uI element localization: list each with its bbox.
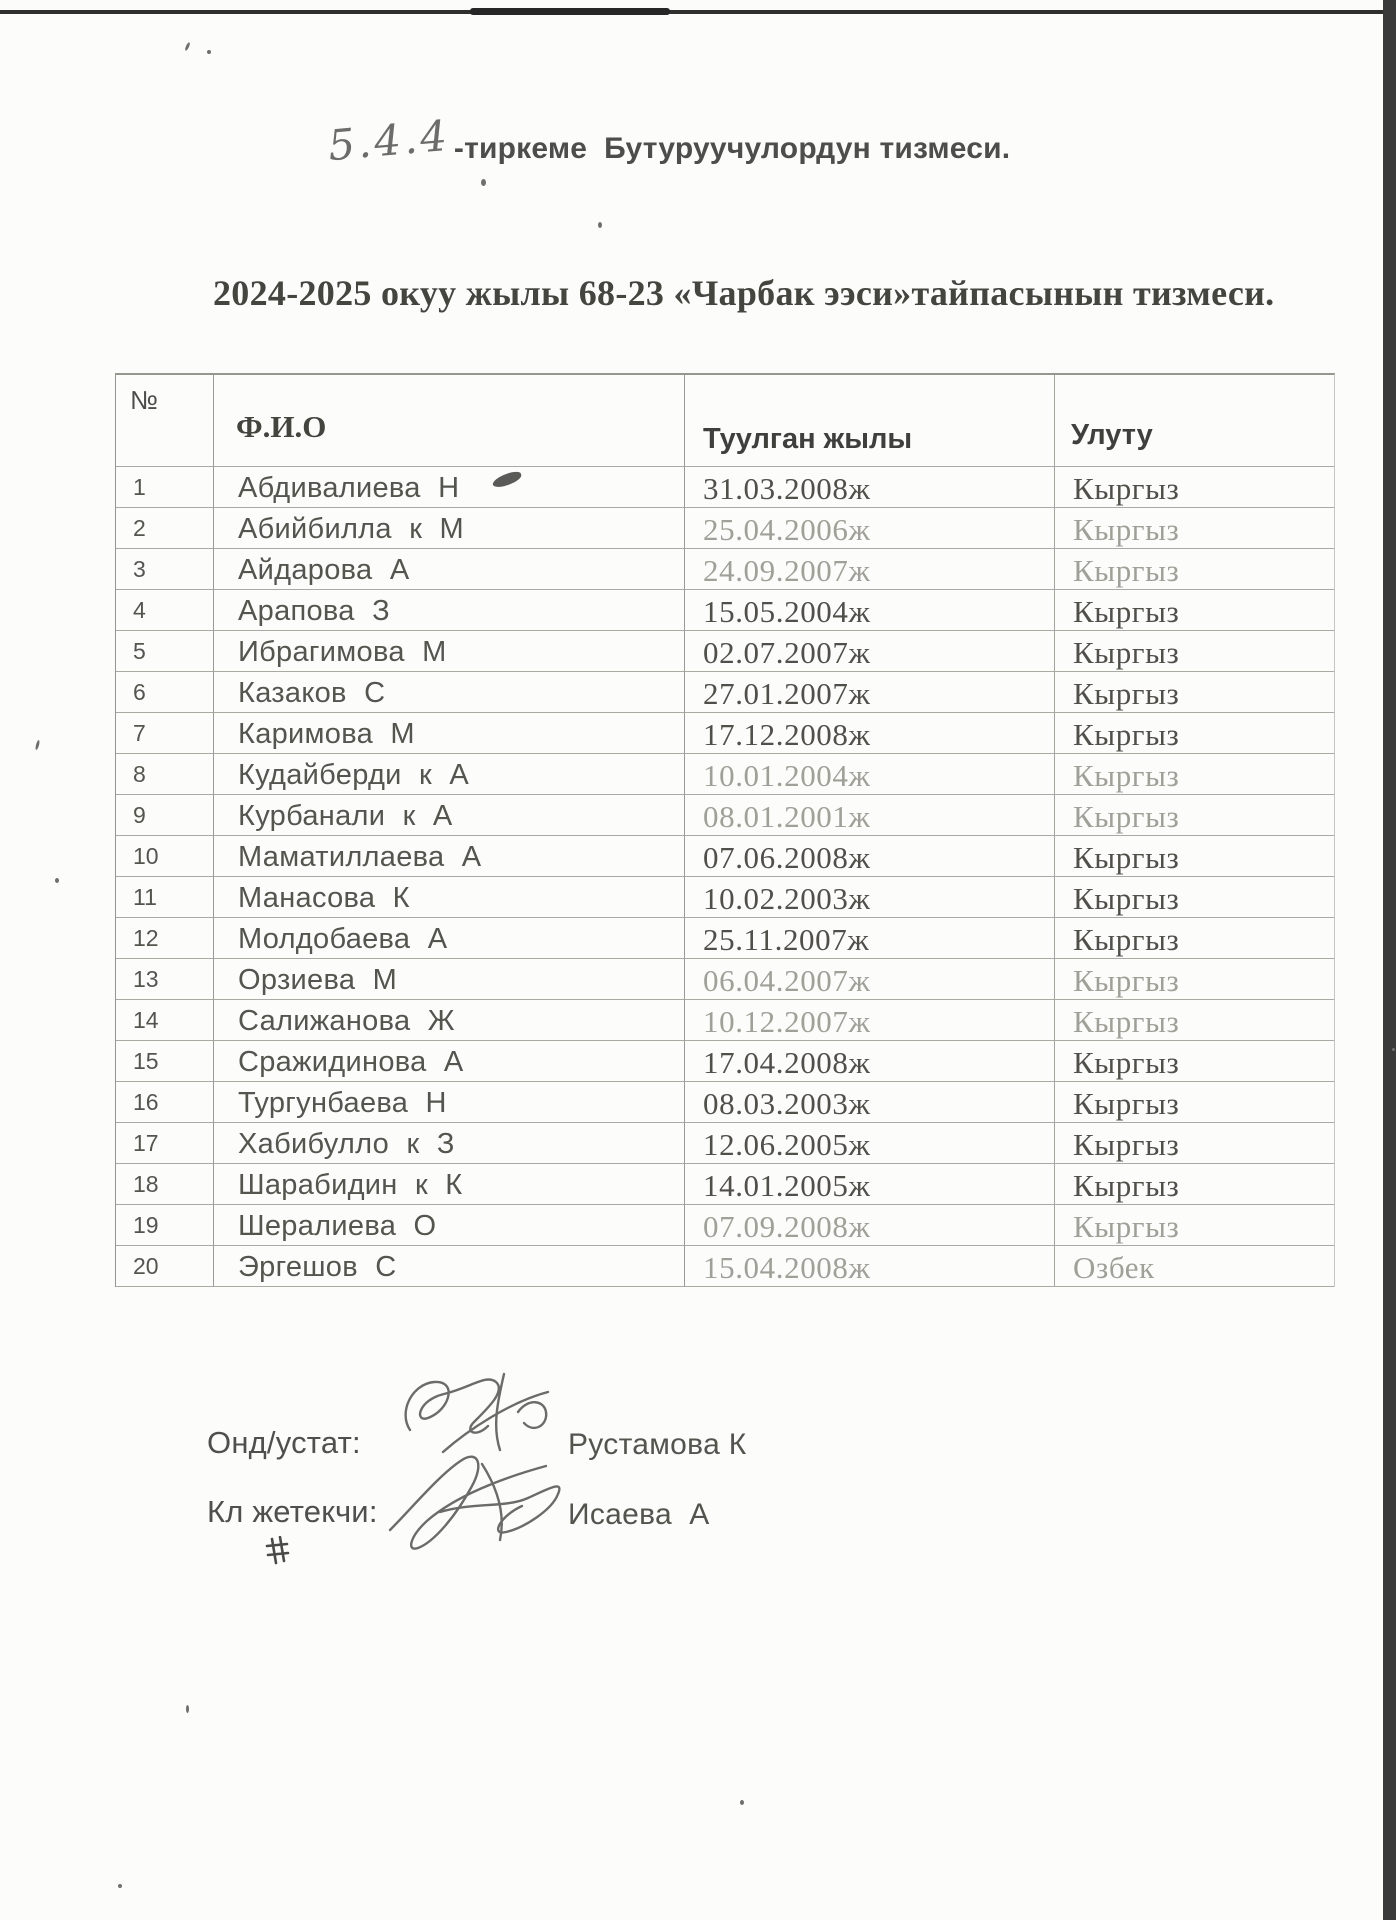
row-number-cell: 5: [116, 631, 214, 672]
birth-date-cell: 06.04.2007ж: [685, 959, 1055, 1000]
row-number-cell: 9: [116, 795, 214, 836]
students-table: [115, 373, 1335, 1287]
appendix-label: -тиркеме Бутуруучулордун тизмеси.: [453, 132, 1011, 165]
birth-date-cell: 08.01.2001ж: [685, 795, 1055, 836]
scan-artifact-right-bar: [1383, 0, 1396, 1920]
row-number-cell: 11: [116, 877, 214, 918]
row-number-cell: 3: [116, 549, 214, 590]
nationality-cell: Кыргыз: [1055, 1041, 1334, 1082]
class-leader-label: Кл жетекчи:: [207, 1494, 378, 1529]
scan-artifact-top-line-blob: [470, 8, 670, 15]
birth-date-cell: 17.12.2008ж: [685, 713, 1055, 754]
birth-date-cell: 25.11.2007ж: [685, 918, 1055, 959]
scan-speck: [740, 1800, 744, 1805]
birth-date-cell: 31.03.2008ж: [685, 467, 1055, 508]
nationality-cell: Кыргыз: [1055, 631, 1334, 672]
student-name-cell: Тургунбаева Н: [214, 1082, 685, 1123]
row-number-cell: 12: [116, 918, 214, 959]
student-name-cell: Орзиева М: [214, 959, 685, 1000]
birth-date-cell: 27.01.2007ж: [685, 672, 1055, 713]
nationality-cell: Кыргыз: [1055, 508, 1334, 549]
student-name-cell: Казаков С: [214, 672, 685, 713]
appendix-title: [326, 110, 1011, 171]
birth-date-cell: 15.04.2008ж: [685, 1246, 1055, 1287]
column-header-number: №: [116, 375, 214, 467]
scan-speck: [35, 740, 40, 750]
nationality-cell: Кыргыз: [1055, 918, 1334, 959]
birth-date-cell: 25.04.2006ж: [685, 508, 1055, 549]
column-header-name: Ф.И.О: [214, 375, 685, 467]
birth-date-cell: 08.03.2003ж: [685, 1082, 1055, 1123]
row-number-cell: 10: [116, 836, 214, 877]
birth-date-cell: 17.04.2008ж: [685, 1041, 1055, 1082]
birth-date-cell: 10.12.2007ж: [685, 1000, 1055, 1041]
student-name-cell: Хабибулло к З: [214, 1123, 685, 1164]
row-number-cell: 15: [116, 1041, 214, 1082]
birth-date-cell: 14.01.2005ж: [685, 1164, 1055, 1205]
column-header-birthdate: Туулган жылы: [685, 375, 1055, 467]
nationality-cell: Кыргыз: [1055, 713, 1334, 754]
nationality-cell: Кыргыз: [1055, 467, 1334, 508]
scan-speck: [55, 878, 59, 883]
nationality-cell: Кыргыз: [1055, 1205, 1334, 1246]
signature-isaeva: [378, 1448, 598, 1568]
birth-date-cell: 12.06.2005ж: [685, 1123, 1055, 1164]
nationality-cell: Кыргыз: [1055, 754, 1334, 795]
nationality-cell: Кыргыз: [1055, 549, 1334, 590]
row-number-cell: 20: [116, 1246, 214, 1287]
birth-date-cell: 24.09.2007ж: [685, 549, 1055, 590]
birth-date-cell: 02.07.2007ж: [685, 631, 1055, 672]
birth-date-cell: 10.02.2003ж: [685, 877, 1055, 918]
scan-speck: [1392, 1048, 1395, 1051]
student-name-cell: Шарабидин к К: [214, 1164, 685, 1205]
scan-speck: [207, 50, 211, 54]
scan-artifact-top-line: [0, 10, 1396, 14]
student-name-cell: Абийбилла к М: [214, 508, 685, 549]
row-number-cell: 18: [116, 1164, 214, 1205]
student-name-cell: Каримова М: [214, 713, 685, 754]
birth-date-cell: 10.01.2004ж: [685, 754, 1055, 795]
student-name-cell: Кудайберди к А: [214, 754, 685, 795]
student-name-cell: Курбанали к А: [214, 795, 685, 836]
student-name-cell: Молдобаева А: [214, 918, 685, 959]
nationality-cell: Кыргыз: [1055, 1123, 1334, 1164]
student-name-cell: Маматиллаева А: [214, 836, 685, 877]
student-name-cell: Сражидинова А: [214, 1041, 685, 1082]
row-number-cell: 17: [116, 1123, 214, 1164]
student-name-cell: Шералиева О: [214, 1205, 685, 1246]
birth-date-cell: 15.05.2004ж: [685, 590, 1055, 631]
head-teacher-name: Рустамова К: [568, 1428, 747, 1461]
row-number-cell: 8: [116, 754, 214, 795]
student-name-cell: Манасова К: [214, 877, 685, 918]
row-number-cell: 4: [116, 590, 214, 631]
scan-speck: [118, 1884, 122, 1888]
nationality-cell: Кыргыз: [1055, 877, 1334, 918]
pen-mark: [264, 1536, 290, 1566]
birth-date-cell: 07.09.2008ж: [685, 1205, 1055, 1246]
scan-speck: [481, 179, 486, 186]
student-name-cell: Эргешов С: [214, 1246, 685, 1287]
scan-speck: [598, 222, 602, 228]
nationality-cell: Кыргыз: [1055, 1082, 1334, 1123]
scan-speck: [186, 1705, 189, 1713]
row-number-cell: 13: [116, 959, 214, 1000]
class-leader-name: Исаева А: [568, 1498, 710, 1531]
nationality-cell: Кыргыз: [1055, 795, 1334, 836]
scan-speck: [184, 42, 191, 51]
student-name-cell: Абдивалиева Н: [214, 467, 685, 508]
row-number-cell: 16: [116, 1082, 214, 1123]
row-number-cell: 2: [116, 508, 214, 549]
student-name-cell: Арапова З: [214, 590, 685, 631]
row-number-cell: 1: [116, 467, 214, 508]
row-number-cell: 6: [116, 672, 214, 713]
nationality-cell: Кыргыз: [1055, 1000, 1334, 1041]
nationality-cell: Кыргыз: [1055, 672, 1334, 713]
row-number-cell: 19: [116, 1205, 214, 1246]
birth-date-cell: 07.06.2008ж: [685, 836, 1055, 877]
list-title: 2024-2025 окуу жылы 68-23 «Чарбак ээси»тайпасынын тизмеси.: [213, 273, 1275, 313]
nationality-cell: Кыргыз: [1055, 590, 1334, 631]
nationality-cell: Озбек: [1055, 1246, 1334, 1287]
appendix-number-handwritten: 5.4.4: [326, 110, 452, 171]
student-name-cell: Салижанова Ж: [214, 1000, 685, 1041]
row-number-cell: 14: [116, 1000, 214, 1041]
row-number-cell: 7: [116, 713, 214, 754]
nationality-cell: Кыргыз: [1055, 959, 1334, 1000]
column-header-nationality: Улуту: [1055, 375, 1334, 467]
student-name-cell: Айдарова А: [214, 549, 685, 590]
nationality-cell: Кыргыз: [1055, 836, 1334, 877]
nationality-cell: Кыргыз: [1055, 1164, 1334, 1205]
student-name-cell: Ибрагимова М: [214, 631, 685, 672]
head-teacher-label: Онд/устат:: [207, 1425, 361, 1460]
